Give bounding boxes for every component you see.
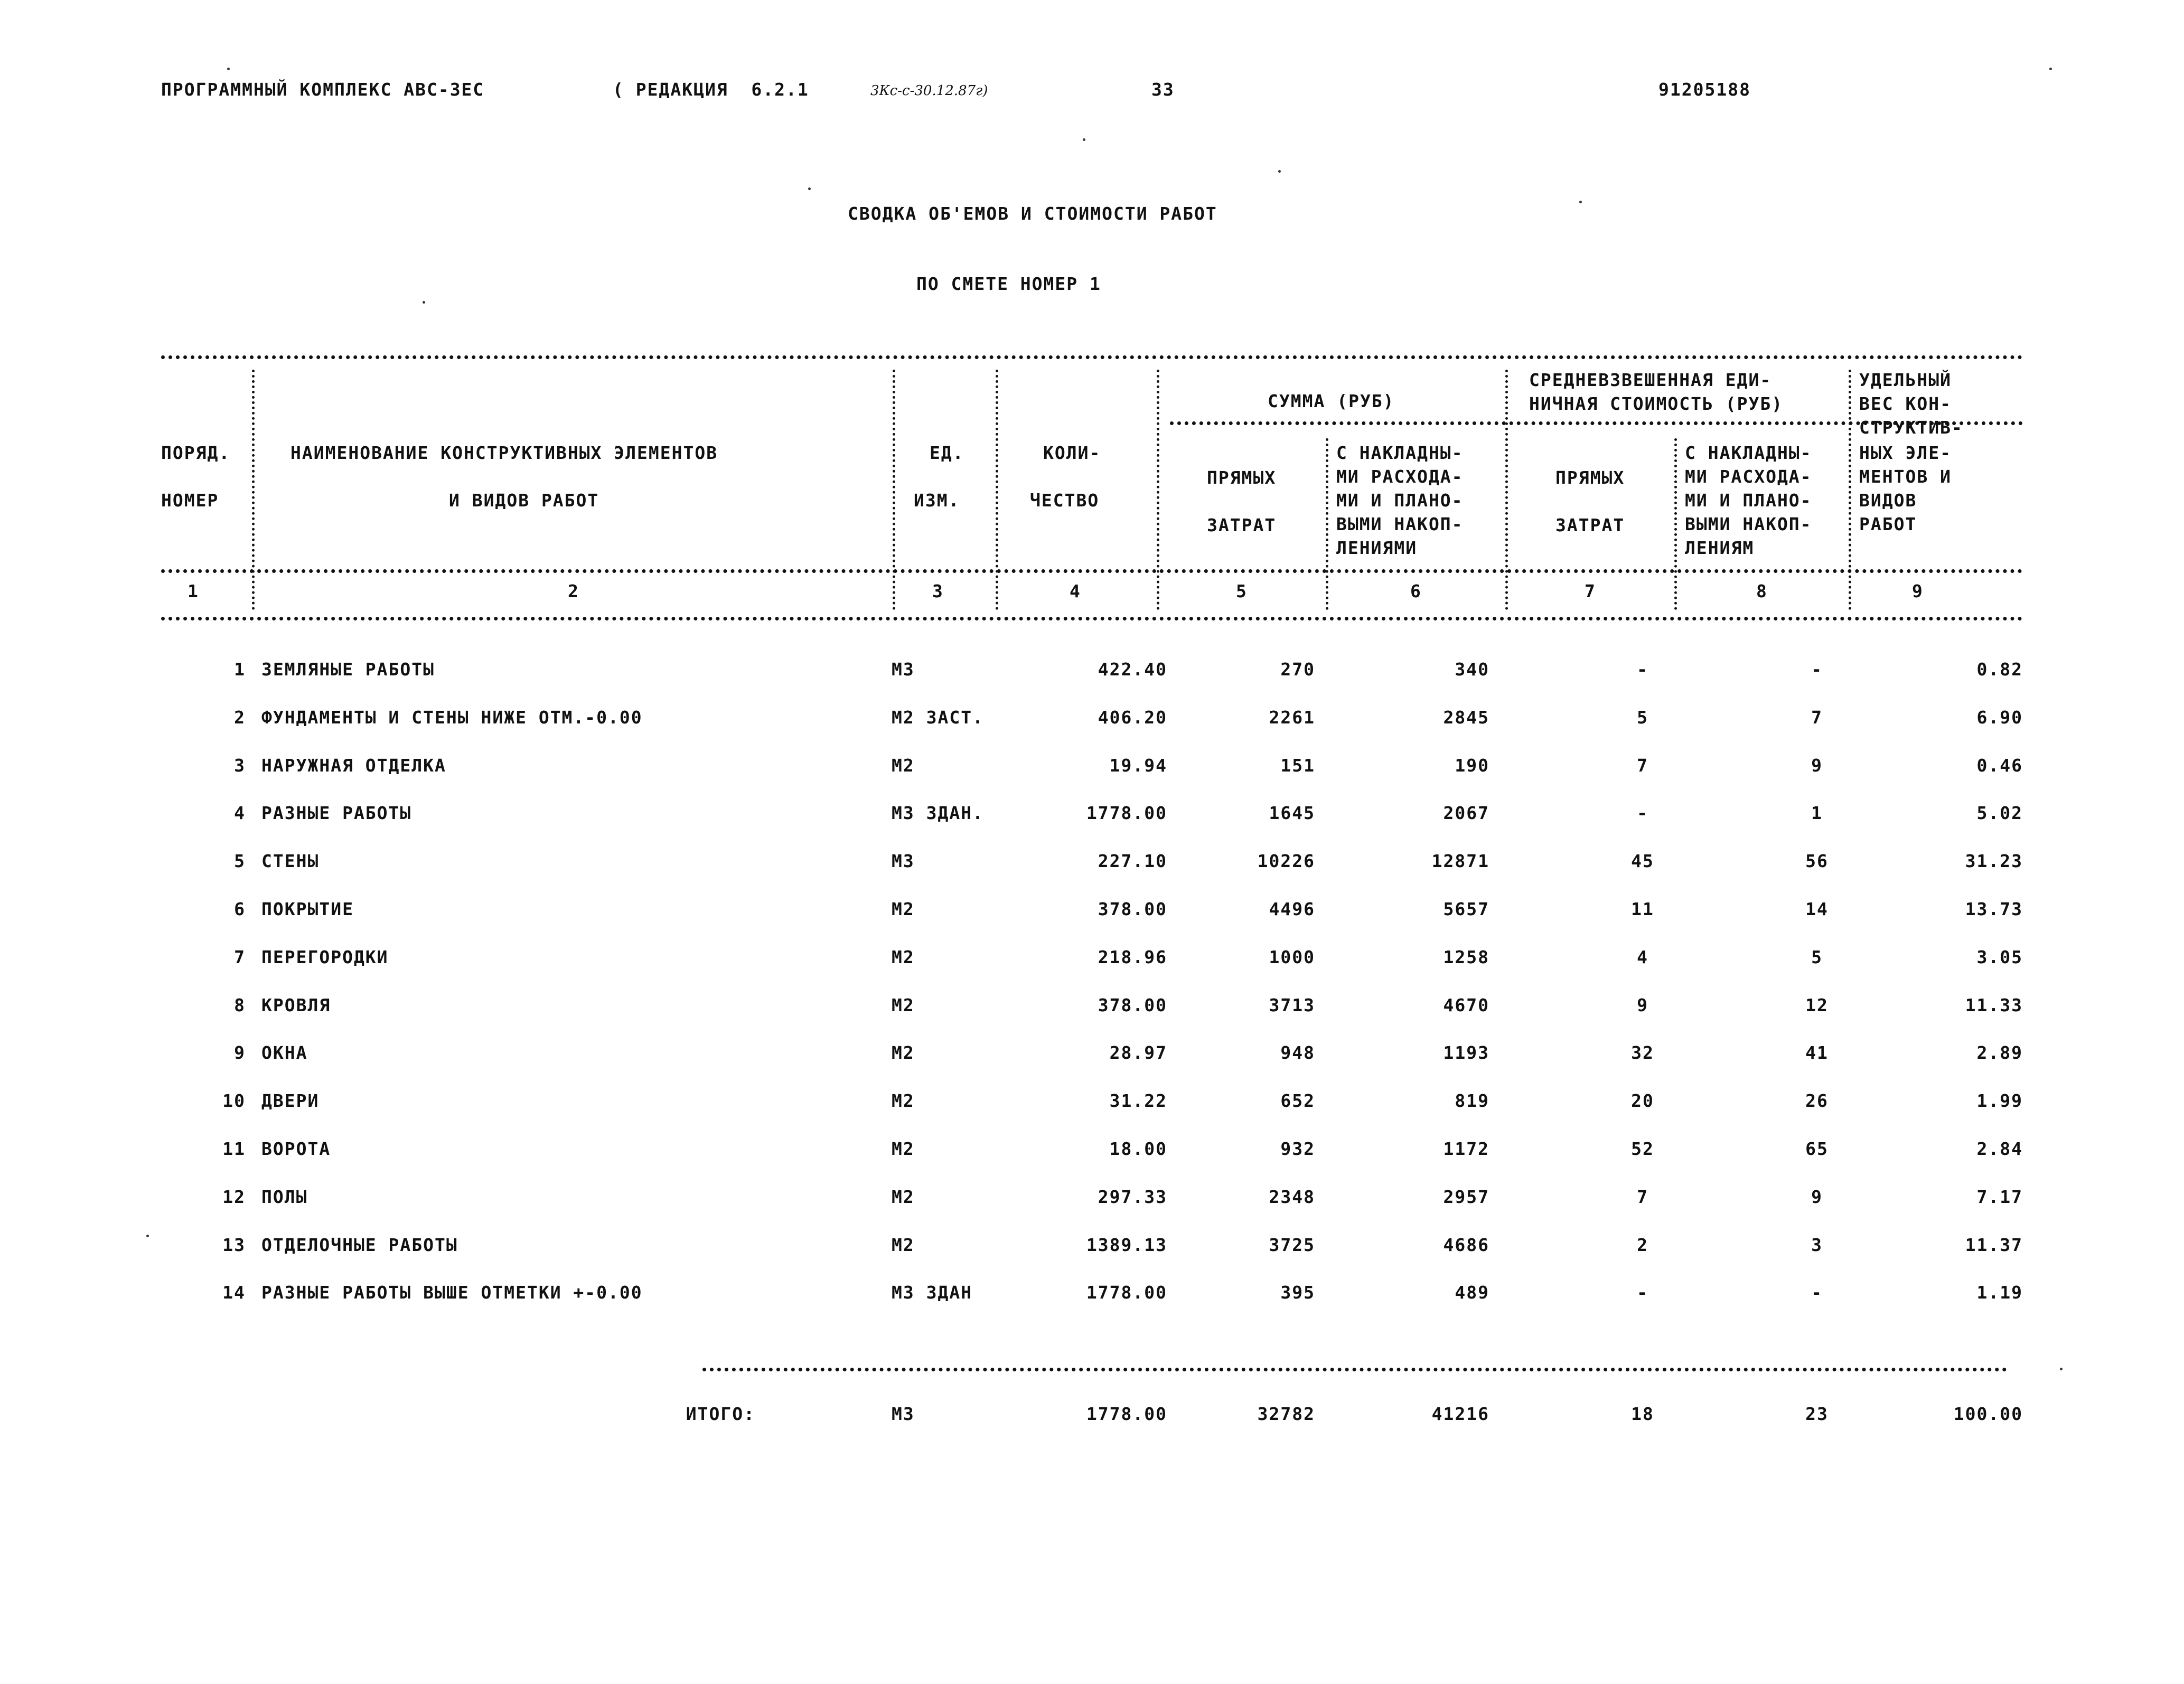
row-share: 31.23 <box>1965 851 2023 871</box>
row-unit: М2 <box>892 1139 915 1159</box>
row-direct-cost: 948 <box>1280 1042 1315 1063</box>
row-unit: М2 <box>892 1090 915 1111</box>
row-number: 8 <box>234 995 246 1015</box>
col4-header-line2: ЧЕСТВО <box>1030 490 1100 511</box>
row-unit: М2 <box>892 1042 915 1063</box>
row-unit-direct: - <box>1637 803 1648 823</box>
col-numbers-bottom-rule <box>161 617 2023 620</box>
row-unit-overhead: 1 <box>1811 803 1823 823</box>
col5-header-line1: ПРЯМЫХ <box>1207 467 1277 488</box>
row-direct-cost: 2261 <box>1269 707 1315 728</box>
col2-header-line1: НАИМЕНОВАНИЕ КОНСТРУКТИВНЫХ ЭЛЕМЕНТОВ <box>290 443 718 463</box>
row-name: ОТДЕЛОЧНЫЕ РАБОТЫ <box>261 1235 458 1255</box>
row-direct-cost: 1000 <box>1269 947 1315 967</box>
row-direct-cost: 151 <box>1280 755 1315 776</box>
scan-speck <box>1579 201 1582 203</box>
row-overhead-cost: 489 <box>1455 1282 1489 1303</box>
col2-header-line2: И ВИДОВ РАБОТ <box>449 490 599 511</box>
page-subtitle: ПО СМЕТЕ НОМЕР 1 <box>916 274 1101 294</box>
program-name: ПРОГРАММНЫЙ КОМПЛЕКС АВС-3ЕС <box>161 79 485 100</box>
row-quantity: 218.96 <box>1098 947 1167 967</box>
col6-header-line1: С НАКЛАДНЫ- <box>1336 443 1464 463</box>
total-overhead: 41216 <box>1431 1404 1489 1424</box>
total-share: 100.00 <box>1953 1404 2023 1424</box>
scan-speck <box>2049 68 2052 70</box>
col9-header-line5: МЕНТОВ И <box>1859 466 1952 487</box>
row-overhead-cost: 819 <box>1455 1090 1489 1111</box>
row-unit-overhead: - <box>1811 1282 1823 1303</box>
col-number-3: 3 <box>932 581 944 601</box>
col8-header-line1: С НАКЛАДНЫ- <box>1685 443 1812 463</box>
document-code: 91205188 <box>1658 79 1751 100</box>
row-overhead-cost: 2957 <box>1443 1187 1489 1207</box>
row-share: 1.19 <box>1976 1282 2023 1303</box>
col-sep-4 <box>1157 370 1159 610</box>
col7-header-line2: ЗАТРАТ <box>1555 515 1625 535</box>
col-number-2: 2 <box>568 581 579 601</box>
row-unit-direct: 4 <box>1637 947 1648 967</box>
row-name: ЗЕМЛЯНЫЕ РАБОТЫ <box>261 659 435 680</box>
col-number-7: 7 <box>1585 581 1596 601</box>
scan-speck <box>146 1235 149 1237</box>
total-qty: 1778.00 <box>1086 1404 1167 1424</box>
row-unit-direct: 9 <box>1637 995 1648 1015</box>
row-unit-direct: 45 <box>1631 851 1654 871</box>
row-unit-direct: - <box>1637 1282 1648 1303</box>
row-direct-cost: 395 <box>1280 1282 1315 1303</box>
table-top-rule <box>161 355 2023 359</box>
scan-speck <box>808 187 811 190</box>
row-name: КРОВЛЯ <box>261 995 331 1015</box>
total-unit-overhead: 23 <box>1805 1404 1829 1424</box>
row-unit: М2 <box>892 1235 915 1255</box>
col8-header-line4: ВЫМИ НАКОП- <box>1685 514 1812 534</box>
row-name: ПОКРЫТИЕ <box>261 899 354 919</box>
col-number-4: 4 <box>1070 581 1081 601</box>
row-unit-overhead: 7 <box>1811 707 1823 728</box>
avg-group-header-line1: СРЕДНЕВЗВЕШЕННАЯ ЕДИ- <box>1529 370 1772 390</box>
col-number-6: 6 <box>1410 581 1422 601</box>
header-bottom-rule <box>161 569 2023 573</box>
row-overhead-cost: 340 <box>1455 659 1489 680</box>
row-unit: М2 ЗАСТ. <box>892 707 984 728</box>
row-quantity: 1778.00 <box>1086 1282 1167 1303</box>
row-direct-cost: 2348 <box>1269 1187 1315 1207</box>
row-unit-direct: 11 <box>1631 899 1654 919</box>
col4-header-line1: КОЛИ- <box>1043 443 1101 463</box>
row-unit-overhead: - <box>1811 659 1823 680</box>
row-unit: М3 <box>892 659 915 680</box>
row-share: 0.46 <box>1976 755 2023 776</box>
row-quantity: 28.97 <box>1109 1042 1167 1063</box>
row-quantity: 297.33 <box>1098 1187 1167 1207</box>
row-number: 5 <box>234 851 246 871</box>
row-name: ВОРОТА <box>261 1139 331 1159</box>
col8-header-line3: МИ И ПЛАНО- <box>1685 490 1812 511</box>
row-unit-overhead: 41 <box>1805 1042 1829 1063</box>
row-quantity: 422.40 <box>1098 659 1167 680</box>
row-quantity: 406.20 <box>1098 707 1167 728</box>
row-direct-cost: 4496 <box>1269 899 1315 919</box>
scan-speck <box>1083 138 1085 141</box>
col-sep-2 <box>893 370 895 610</box>
row-number: 9 <box>234 1042 246 1063</box>
row-unit-overhead: 14 <box>1805 899 1829 919</box>
row-direct-cost: 932 <box>1280 1139 1315 1159</box>
row-share: 2.84 <box>1976 1139 2023 1159</box>
col1-header-line2: НОМЕР <box>161 490 219 511</box>
row-share: 0.82 <box>1976 659 2023 680</box>
col9-header-line6: ВИДОВ <box>1859 490 1917 511</box>
row-number: 12 <box>222 1187 246 1207</box>
row-quantity: 227.10 <box>1098 851 1167 871</box>
row-overhead-cost: 4686 <box>1443 1235 1489 1255</box>
col9-header-line2: ВЕС КОН- <box>1859 393 1952 414</box>
row-unit-overhead: 65 <box>1805 1139 1829 1159</box>
row-direct-cost: 270 <box>1280 659 1315 680</box>
row-name: РАЗНЫЕ РАБОТЫ ВЫШЕ ОТМЕТКИ +-0.00 <box>261 1282 643 1303</box>
total-unit: М3 <box>892 1404 915 1424</box>
row-name: ФУНДАМЕНТЫ И СТЕНЫ НИЖЕ ОТМ.-0.00 <box>261 707 643 728</box>
row-unit-direct: 20 <box>1631 1090 1654 1111</box>
row-quantity: 19.94 <box>1109 755 1167 776</box>
row-overhead-cost: 2845 <box>1443 707 1489 728</box>
row-unit-direct: 5 <box>1637 707 1648 728</box>
row-name: НАРУЖНАЯ ОТДЕЛКА <box>261 755 446 776</box>
row-overhead-cost: 1258 <box>1443 947 1489 967</box>
col-number-8: 8 <box>1756 581 1768 601</box>
row-share: 1.99 <box>1976 1090 2023 1111</box>
col6-header-line5: ЛЕНИЯМИ <box>1336 538 1418 558</box>
col9-header-line1: УДЕЛЬНЫЙ <box>1859 370 1952 390</box>
col3-header-line2: ИЗМ. <box>914 490 960 511</box>
col8-header-line2: МИ РАСХОДА- <box>1685 466 1812 487</box>
row-number: 10 <box>222 1090 246 1111</box>
row-direct-cost: 1645 <box>1269 803 1315 823</box>
row-number: 11 <box>222 1139 246 1159</box>
row-unit-overhead: 5 <box>1811 947 1823 967</box>
row-unit-overhead: 9 <box>1811 1187 1823 1207</box>
row-overhead-cost: 2067 <box>1443 803 1489 823</box>
col9-header-line7: РАБОТ <box>1859 514 1917 534</box>
page-title: СВОДКА ОБ'ЕМОВ И СТОИМОСТИ РАБОТ <box>848 203 1217 224</box>
row-overhead-cost: 1172 <box>1443 1139 1489 1159</box>
row-unit-direct: 7 <box>1637 1187 1648 1207</box>
row-unit-direct: - <box>1637 659 1648 680</box>
scan-speck <box>1278 170 1281 173</box>
row-unit: М2 <box>892 755 915 776</box>
col5-header-line2: ЗАТРАТ <box>1207 515 1277 535</box>
row-unit: М2 <box>892 899 915 919</box>
row-quantity: 31.22 <box>1109 1090 1167 1111</box>
col6-header-line4: ВЫМИ НАКОП- <box>1336 514 1464 534</box>
col-number-9: 9 <box>1912 581 1924 601</box>
row-quantity: 1778.00 <box>1086 803 1167 823</box>
row-unit-direct: 32 <box>1631 1042 1654 1063</box>
row-unit: М3 <box>892 851 915 871</box>
row-name: ПЕРЕГОРОДКИ <box>261 947 389 967</box>
sum-group-header: СУММА (РУБ) <box>1268 391 1395 411</box>
row-direct-cost: 3713 <box>1269 995 1315 1015</box>
row-share: 11.37 <box>1965 1235 2023 1255</box>
col9-header-line3: СТРУКТИВ- <box>1859 417 1963 438</box>
col-sep-3 <box>996 370 998 610</box>
row-direct-cost: 652 <box>1280 1090 1315 1111</box>
row-share: 2.89 <box>1976 1042 2023 1063</box>
col-sep-1 <box>252 370 255 610</box>
row-number: 7 <box>234 947 246 967</box>
total-unit-direct: 18 <box>1631 1404 1654 1424</box>
row-name: РАЗНЫЕ РАБОТЫ <box>261 803 412 823</box>
row-unit: М2 <box>892 1187 915 1207</box>
col3-header-line1: ЕД. <box>930 443 964 463</box>
row-quantity: 1389.13 <box>1086 1235 1167 1255</box>
avg-group-header-line2: НИЧНАЯ СТОИМОСТЬ (РУБ) <box>1529 393 1784 414</box>
handwritten-note: 3Кс-с-30.12.87г) <box>870 83 988 99</box>
col7-header-line1: ПРЯМЫХ <box>1555 467 1625 488</box>
page-number: 33 <box>1151 79 1175 100</box>
total-rule <box>702 1368 2007 1371</box>
scan-speck <box>2060 1368 2063 1370</box>
col1-header-line1: ПОРЯД. <box>161 443 231 463</box>
row-unit-overhead: 3 <box>1811 1235 1823 1255</box>
row-number: 14 <box>222 1282 246 1303</box>
col9-header-line4: НЫХ ЭЛЕ- <box>1859 443 1952 463</box>
row-unit-overhead: 9 <box>1811 755 1823 776</box>
edition-label: ( РЕДАКЦИЯ 6.2.1 <box>613 79 809 100</box>
row-unit: М3 ЗДАН. <box>892 803 984 823</box>
col8-header-line5: ЛЕНИЯМ <box>1685 538 1755 558</box>
col6-header-line2: МИ РАСХОДА- <box>1336 466 1464 487</box>
row-unit-direct: 7 <box>1637 755 1648 776</box>
row-unit: М2 <box>892 947 915 967</box>
row-direct-cost: 10226 <box>1257 851 1315 871</box>
row-quantity: 378.00 <box>1098 899 1167 919</box>
row-number: 13 <box>222 1235 246 1255</box>
row-name: ПОЛЫ <box>261 1187 308 1207</box>
scan-speck <box>227 68 230 70</box>
row-direct-cost: 3725 <box>1269 1235 1315 1255</box>
row-number: 3 <box>234 755 246 776</box>
scan-speck <box>423 301 425 304</box>
row-quantity: 378.00 <box>1098 995 1167 1015</box>
row-share: 11.33 <box>1965 995 2023 1015</box>
row-name: ДВЕРИ <box>261 1090 320 1111</box>
row-share: 6.90 <box>1976 707 2023 728</box>
col-sep-5 <box>1326 438 1328 610</box>
row-unit: М3 ЗДАН <box>892 1282 973 1303</box>
row-overhead-cost: 190 <box>1455 755 1489 776</box>
row-overhead-cost: 1193 <box>1443 1042 1489 1063</box>
row-overhead-cost: 5657 <box>1443 899 1489 919</box>
row-share: 5.02 <box>1976 803 2023 823</box>
row-number: 6 <box>234 899 246 919</box>
row-unit-overhead: 56 <box>1805 851 1829 871</box>
row-number: 1 <box>234 659 246 680</box>
row-number: 2 <box>234 707 246 728</box>
col-sep-7 <box>1674 438 1677 610</box>
row-quantity: 18.00 <box>1109 1139 1167 1159</box>
row-unit-overhead: 12 <box>1805 995 1829 1015</box>
row-name: СТЕНЫ <box>261 851 320 871</box>
row-share: 3.05 <box>1976 947 2023 967</box>
row-name: ОКНА <box>261 1042 308 1063</box>
row-unit-direct: 52 <box>1631 1139 1654 1159</box>
col-number-5: 5 <box>1236 581 1248 601</box>
col-number-1: 1 <box>188 581 199 601</box>
row-share: 13.73 <box>1965 899 2023 919</box>
col6-header-line3: МИ И ПЛАНО- <box>1336 490 1464 511</box>
total-direct: 32782 <box>1257 1404 1315 1424</box>
row-number: 4 <box>234 803 246 823</box>
row-share: 7.17 <box>1976 1187 2023 1207</box>
col-sep-6 <box>1505 370 1508 610</box>
col-sep-8 <box>1849 370 1851 610</box>
row-unit-direct: 2 <box>1637 1235 1648 1255</box>
row-overhead-cost: 12871 <box>1431 851 1489 871</box>
row-unit-overhead: 26 <box>1805 1090 1829 1111</box>
row-overhead-cost: 4670 <box>1443 995 1489 1015</box>
row-unit: М2 <box>892 995 915 1015</box>
total-label: ИТОГО: <box>686 1404 755 1424</box>
